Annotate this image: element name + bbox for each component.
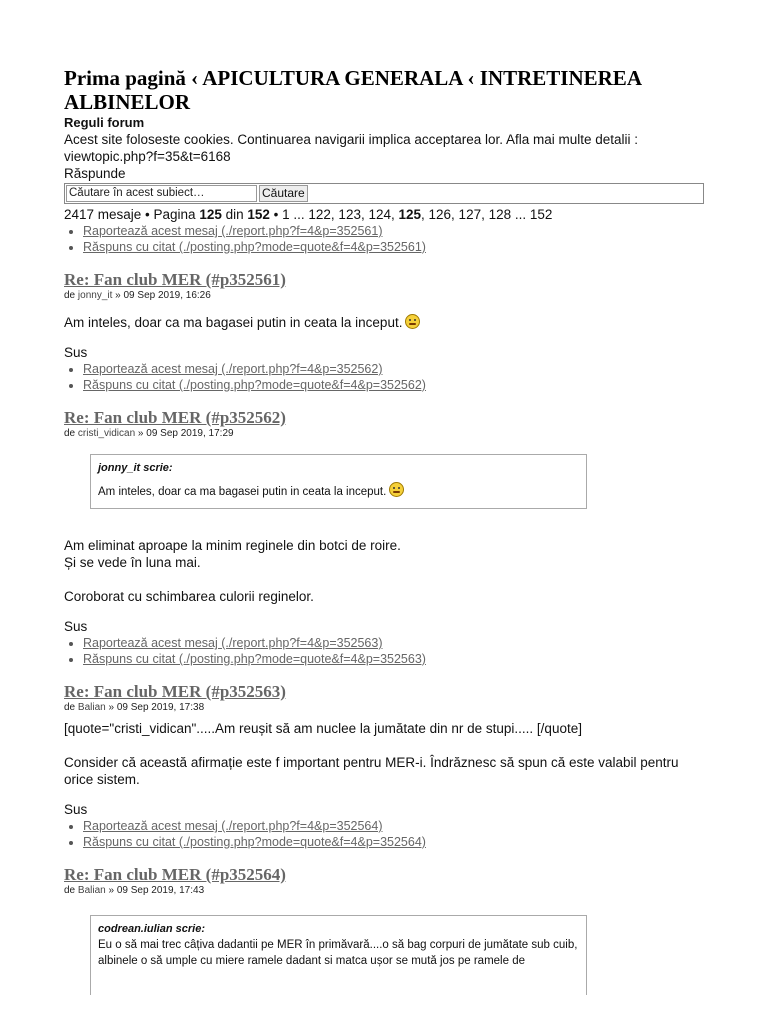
report-post-link[interactable]: • Raportează acest mesaj (./report.php?f=4&p=352564) <box>83 818 704 834</box>
post-actions <box>64 635 704 667</box>
post-content: [quote="cristi_vidican".....Am reușit să am nuclee la jumătate din nr de stupi..... [/quote] Consider că această afirmație este f important pentru MER-i. Îndrăznesc să spun că este valabil pentru orice sistem. <box>64 721 679 787</box>
post-date: » 09 Sep 2019, 16:26 <box>112 290 211 301</box>
post-date: » 09 Sep 2019, 17:38 <box>105 702 205 713</box>
forum-rules-link[interactable]: Reguli forum <box>64 115 145 130</box>
post-author[interactable]: cristi_vidican <box>77 428 136 439</box>
pagination <box>64 206 704 223</box>
post-author[interactable]: Balian <box>77 885 106 896</box>
quote-text: Eu o să mai trec câțiva dadantii pe MER în primăvară....o să bag corpuri de jumătate sub cuib, albinele o să umple cu miere ramele dadant si matca ușor se mută jos pe ramele de <box>98 939 578 967</box>
quote-reply-link[interactable]: • Răspuns cu citat (./posting.php?mode=quote&f=4&p=352562) <box>83 377 704 393</box>
quote-block <box>90 915 587 995</box>
topic-search-bar <box>64 183 704 204</box>
search-button[interactable]: Căutare <box>259 185 308 202</box>
quote-reply-link[interactable]: • Răspuns cu citat (./posting.php?mode=quote&f=4&p=352561) <box>83 239 704 255</box>
quote-reply-link[interactable]: • Răspuns cu citat (./posting.php?mode=quote&f=4&p=352564) <box>83 834 704 850</box>
post-actions <box>64 818 704 850</box>
post <box>64 270 704 393</box>
post-byline: de Balian » 09 Sep 2019, 17:43 <box>64 885 205 896</box>
quote-author: codrean.iulian scrie: <box>98 923 205 935</box>
post <box>64 865 704 995</box>
quote-reply-link[interactable]: • Răspuns cu citat (./posting.php?mode=quote&f=4&p=352563) <box>83 651 704 667</box>
quote-author: jonny_it scrie: <box>98 462 173 474</box>
post-byline: de Balian » 09 Sep 2019, 17:38 <box>64 702 205 713</box>
search-input[interactable]: Căutare în acest subiect… <box>66 185 257 202</box>
post-actions <box>64 361 704 393</box>
report-post-link[interactable]: • Raportează acest mesaj (./report.php?f=4&p=352562) <box>83 361 704 377</box>
post-content: Am inteles, doar ca ma bagasei putin in ceata la inceput. <box>64 314 704 331</box>
quote-text: Am inteles, doar ca ma bagasei putin in ceata la inceput. <box>98 482 580 500</box>
pagination-mid: din <box>221 207 248 222</box>
post <box>64 682 704 850</box>
post-date: » 09 Sep 2019, 17:43 <box>105 885 205 896</box>
pagination-links-end[interactable]: , 126, 127, 128 ... 152 <box>421 207 553 222</box>
smiley-icon <box>389 482 404 497</box>
back-to-top-link[interactable]: Sus <box>64 802 88 817</box>
back-to-top-link[interactable]: Sus <box>64 345 88 360</box>
reply-link[interactable]: Răspunde <box>64 166 126 181</box>
pagination-total: 152 <box>247 207 270 222</box>
back-to-top-link[interactable]: Sus <box>64 619 88 634</box>
post <box>64 408 704 667</box>
post-byline: de cristi_vidican » 09 Sep 2019, 17:29 <box>64 428 234 439</box>
post-author[interactable]: Balian <box>77 702 106 713</box>
post-date: » 09 Sep 2019, 17:29 <box>135 428 234 439</box>
post-author[interactable]: jonny_it <box>77 290 113 301</box>
post-title[interactable]: Re: Fan club MER (#p352562) <box>64 408 286 427</box>
smiley-icon <box>405 314 420 329</box>
quote-block <box>90 454 587 509</box>
pagination-current-page: 125 <box>398 207 422 222</box>
post-title[interactable]: Re: Fan club MER (#p352564) <box>64 865 286 884</box>
post-content: Am eliminat aproape la minim reginele din botci de roire. Și se vede în luna mai. Coroborat cu schimbarea culorii reginelor. <box>64 538 401 604</box>
pagination-prefix: 2417 mesaje • Pagina <box>64 207 200 222</box>
pagination-links-start[interactable]: • 1 ... 122, 123, 124, <box>269 207 399 222</box>
page-title: Prima pagină ‹ APICULTURA GENERALA ‹ INTRETINEREA ALBINELOR <box>64 66 641 114</box>
post-title[interactable]: Re: Fan club MER (#p352561) <box>64 270 286 289</box>
forum-page <box>64 66 704 995</box>
top-actions <box>64 223 704 255</box>
report-post-link[interactable]: • Raportează acest mesaj (./report.php?f=4&p=352561) <box>83 223 704 239</box>
report-post-link[interactable]: • Raportează acest mesaj (./report.php?f=4&p=352563) <box>83 635 704 651</box>
cookie-notice: Acest site foloseste cookies. Continuarea navigarii implica acceptarea lor. Afla mai multe detalii : viewtopic.php?f=35&t=6168 <box>64 132 639 164</box>
post-byline: de jonny_it » 09 Sep 2019, 16:26 <box>64 290 211 301</box>
pagination-current: 125 <box>199 207 222 222</box>
post-title[interactable]: Re: Fan club MER (#p352563) <box>64 682 286 701</box>
